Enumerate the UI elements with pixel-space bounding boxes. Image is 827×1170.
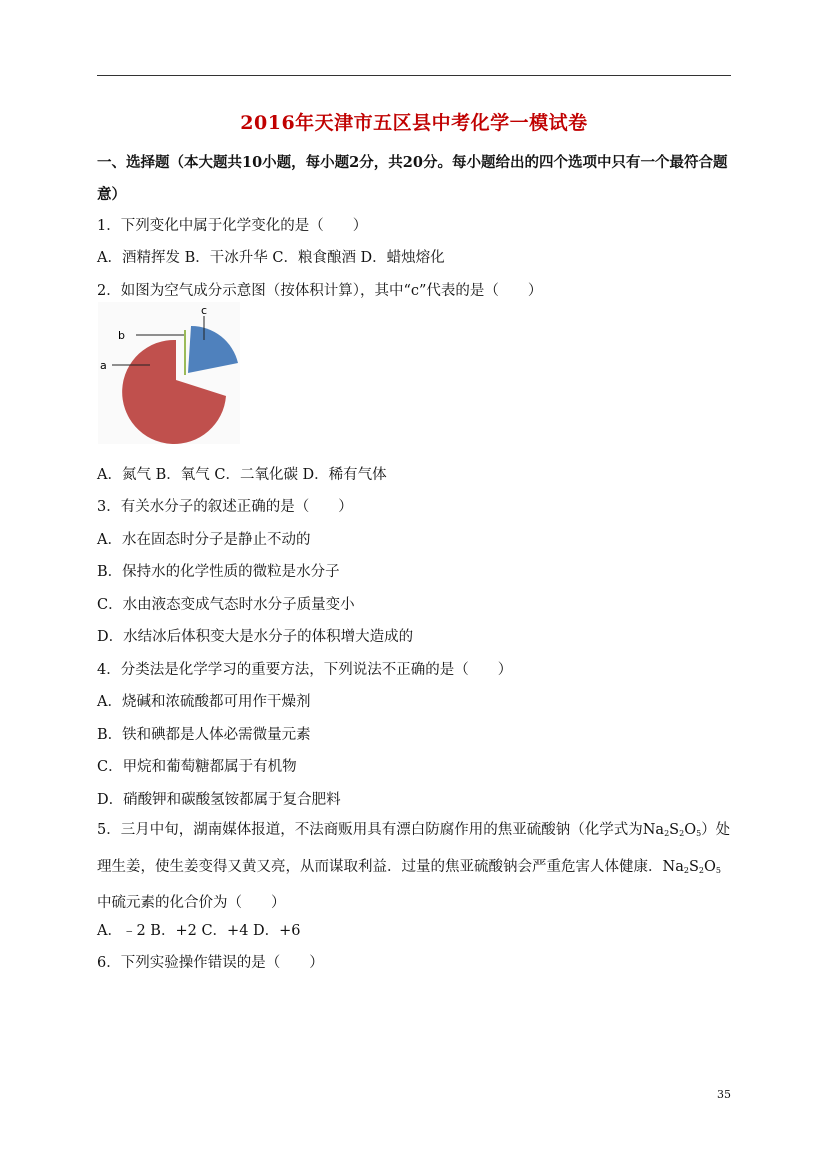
q3-option-a: A．水在固态时分子是静止不动的 [97,532,311,548]
q4-stem: 4．分类法是化学学习的重要方法，下列说法不正确的是（ ） [97,662,513,678]
q5-options: A．﹣2 B．+2 C．+4 D．+6 [97,923,301,939]
q4-option-a: A．烧碱和浓硫酸都可用作干燥剂 [97,694,311,710]
q2-stem: 2．如图为空气成分示意图（按体积计算），其中“c”代表的是（ ） [97,283,543,299]
slice-b [184,330,186,375]
q5-stem-part1: 5．三月中旬，湖南媒体报道，不法商贩用具有漂白防腐作用的焦亚硫酸钠（化学式为 [97,822,643,838]
q4-option-c: C．甲烷和葡萄糖都属于有机物 [97,759,297,775]
q4-option-d: D．硝酸钾和碳酸氢铵都属于复合肥料 [97,792,341,808]
air-composition-pie-chart [98,302,240,444]
section-heading: 一、选择题（本大题共10小题，每小题2分，共20分。每小题给出的四个选项中只有一个最符合题意） [97,154,728,203]
q5-stem [97,814,731,920]
slice-c [188,326,238,373]
page-title: 2016年天津市五区县中考化学一模试卷 [240,112,588,134]
q3-option-d: D．水结冰后体积变大是水分子的体积增大造成的 [97,629,414,645]
page-number: 35 [717,1088,731,1101]
q5-stem-part2: ）处理生姜，使生姜变得又黄又亮，从而谋取利益．过量的焦亚硫酸钠会严重危害人体健康． [97,822,731,875]
label-b: b [118,329,125,342]
q6-stem: 6．下列实验操作错误的是（ ） [97,955,324,971]
q1-options: A．酒精挥发 B．干冰升华 C．粮食酿酒 D．蜡烛熔化 [97,250,445,266]
q2-options: A．氮气 B．氧气 C．二氧化碳 D．稀有气体 [97,467,387,483]
q1-stem: 1．下列变化中属于化学变化的是（ ） [97,218,368,234]
q3-option-c: C．水由液态变成气态时水分子质量变小 [97,597,355,613]
pie-svg [98,302,240,444]
q5-stem-part3: 中硫元素的化合价为（ ） [97,895,286,911]
formula-na2s2o5: $Na_2S_2O_5$ [642,822,702,838]
header-rule [97,75,731,76]
q3-option-b: B．保持水的化学性质的微粒是水分子 [97,564,340,580]
formula-na2s2o5-repeat: $Na_2S_2O_5$ [662,858,721,875]
q3-stem: 3．有关水分子的叙述正确的是（ ） [97,499,353,515]
q4-option-b: B．铁和碘都是人体必需微量元素 [97,727,311,743]
label-c: c [200,304,208,317]
label-a: a [100,359,107,372]
